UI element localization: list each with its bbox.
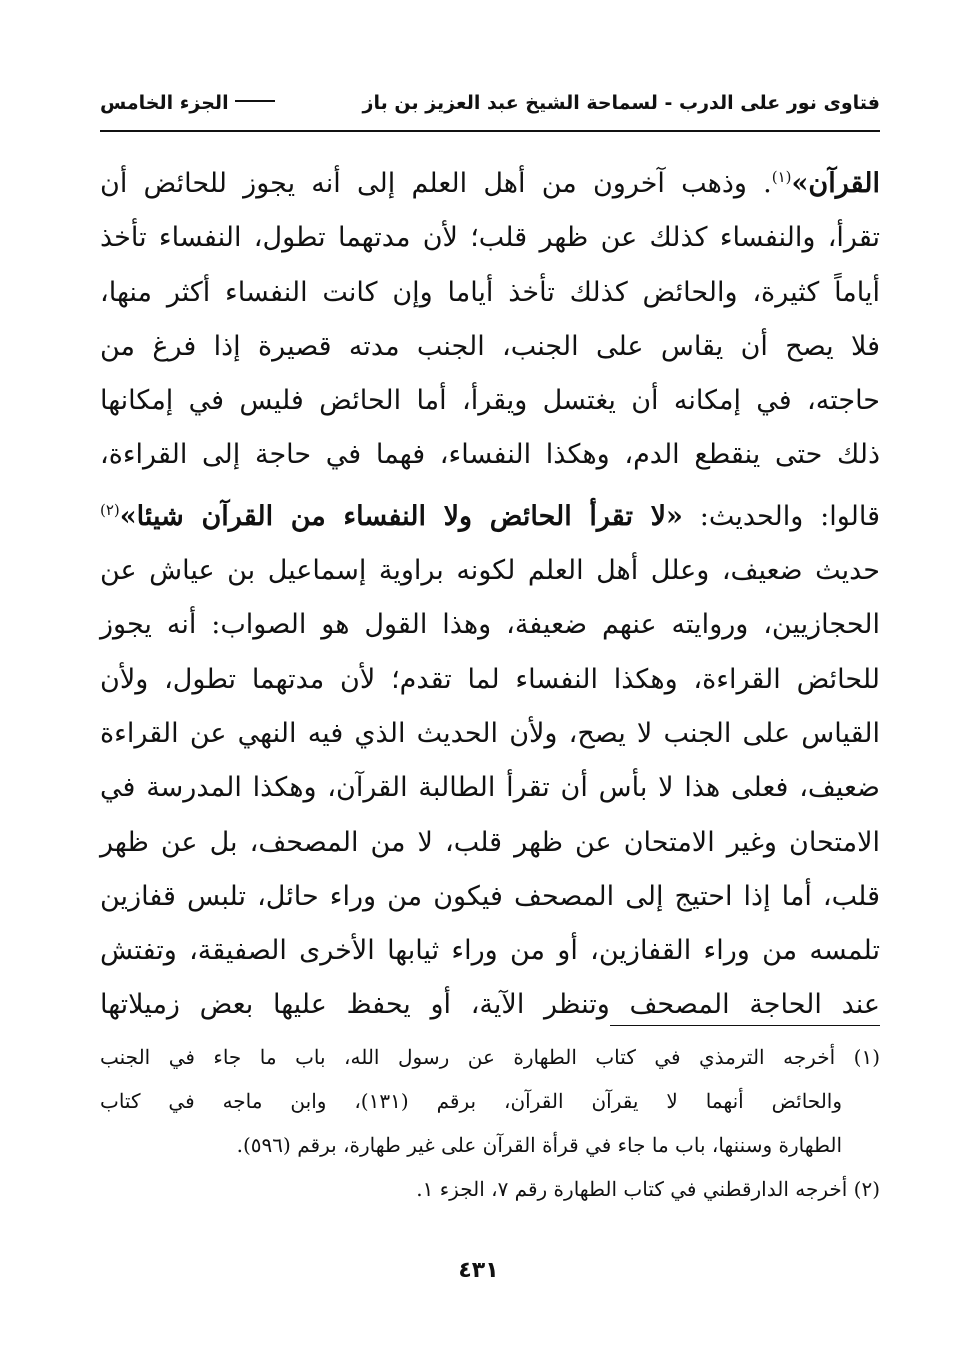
footnote-1-line-2: والحائض أنهما لا يقرآن القرآن، برقم (١٣١)، وابن ماجه في كتاب — [100, 1089, 843, 1113]
footnote-ref-2[interactable]: (٢) — [100, 500, 120, 519]
header-title: فتاوى نور على الدرب - لسماحة الشيخ عبد العزيز بن باز — [362, 92, 880, 114]
header-dash-line — [235, 100, 275, 102]
body-line-13: الامتحان وغير الامتحان عن ظهر قلب، لا من المصحف، بل عن ظهر — [100, 826, 880, 858]
body-line-5: حاجته، في إمكانه أن يغتسل ويقرأ، أما الحائض فليس في إمكانها — [100, 385, 880, 417]
quote-end: القرآن» — [791, 168, 880, 199]
body-line-8: حديث ضعيف، وعلل أهل العلم لكونه براوية إسماعيل بن عياش عن — [100, 555, 880, 587]
body-line-15: تلمسه من وراء القفازين، أو من وراء ثيابها الأخرى الصفيقة، وتفتش — [100, 935, 880, 967]
body-line-4: فلا يصح أن يقاس على الجنب، الجنب مدته قصيرة إذا فرغ من — [100, 330, 880, 362]
body-line-2: تقرأ، والنفساء كذلك عن ظهر قلب؛ لأن مدتهما تطول، النفساء تأخذ — [100, 222, 880, 254]
hadith-quote: «لا تقرأ الحائض ولا النفساء من القرآن شيئا» — [119, 500, 683, 532]
footnote-rule — [610, 1025, 880, 1026]
header-rule — [100, 130, 880, 132]
header-volume-group — [100, 92, 281, 114]
header-volume: الجزء الخامس — [100, 92, 229, 114]
body-line-7 — [100, 483, 880, 544]
body-line-12: ضعيف، فعلى هذا لا بأس أن تقرأ الطالبة القرآن، وهكذا المدرسة في — [100, 772, 880, 804]
footnote-1-line-1: (١) أخرجه الترمذي في كتاب الطهارة عن رسول الله، باب ما جاء في الجنب — [100, 1045, 880, 1069]
footnote-ref-1[interactable]: (١) — [771, 168, 792, 186]
line-1-tail: . وذهب آخرون من أهل العلم إلى أنه يجوز للحائض أن — [100, 168, 772, 199]
page-number: ٤٣١ — [458, 1258, 499, 1283]
body-line-16: عند الحاجة المصحف وتنظر الآية، أو يحفظ عليها بعض زميلاتها — [100, 989, 880, 1021]
body-line-9: الحجازيين، وروايته عنهم ضعيفة، وهذا القول هو الصواب: أنه يجوز — [100, 609, 880, 641]
line-7-prefix: قالوا: والحديث: — [682, 500, 881, 532]
body-line-3: أياماً كثيرة، والحائض كذلك تأخذ أياما وإن كانت النفساء أكثر منها، — [100, 276, 880, 308]
footnotes — [100, 1035, 880, 1211]
body-text — [100, 150, 880, 1033]
body-line-11: القياس على الجنب لا يصح، ولأن الحديث الذي فيه النهي عن القراءة — [100, 717, 880, 749]
body-line-14: قلب، أما إذا احتيج إلى المصحف فيكون من وراء حائل، تلبس قفازين — [100, 880, 880, 912]
body-line-6: ذلك حتى ينقطع الدم، وهكذا النفساء، فهما في حاجة إلى القراءة، — [100, 439, 880, 471]
body-line-10: للحائض القراءة، وهكذا النفساء لما تقدم؛ لأن مدتهما تطول، ولأن — [100, 663, 880, 695]
footnote-1-line-3: الطهارة وسننها، باب ما جاء في قرأة القرآن على غير طهارة، برقم (٥٩٦). — [236, 1133, 842, 1157]
page-header — [100, 92, 880, 114]
body-line-1 — [100, 150, 880, 211]
footnote-2: (٢) أخرجه الدارقطني في كتاب الطهارة رقم ٧، الجزء ١. — [416, 1177, 880, 1201]
